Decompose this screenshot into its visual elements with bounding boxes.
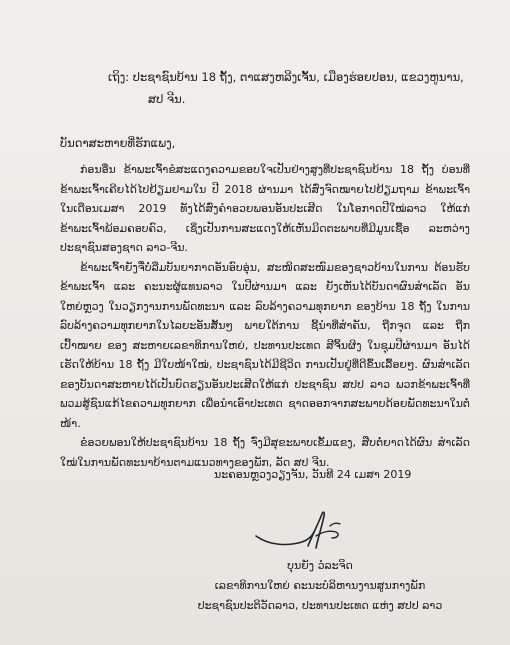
signer-title-line-1: ເລຂາທິການໃຫຍ່ ຄະນະບໍລິຫານງານສູນກາງພັກ — [214, 579, 426, 592]
recipient-address — [108, 66, 488, 110]
letter-body — [60, 160, 470, 472]
signer-title-line-2: ປະຊາຊົນປະຕິວັດລາວ, ປະທານປະເທດ ແຫ່ງ ສປປ ລາວ — [197, 599, 443, 612]
handwritten-signature — [252, 506, 352, 554]
address-line-2: ສປ ຈີນ. — [148, 92, 186, 106]
salutation: ບັນດາສະຫາຍທີ່ຮັກແພງ, — [60, 136, 176, 150]
date-line: ນະຄອນຫຼວງວຽງຈັນ, ວັນທີ 24 ເມສາ 2019 — [214, 468, 412, 481]
address-line-1: ເຖິງ: ປະຊາຊົນບ້ານ 18 ຖັ້ງ, ຕາແສງຫລີງເຈັ້ນ, ເມືອງຮ່ອຍປອນ, ແຂວງຫູນານ, — [108, 70, 464, 84]
paragraph-1: ກ່ອນອື່ນ ຂ້າພະເຈົ້າຂໍສະແດງຄວາມຂອບໃຈເປັນຢ່າງສູງທີ່ປະຊາຊົນບ້ານ 18 ຖັ້ງ ບ່ອນທີ່ຂ້າພະເຈົ້າເຄີຍໄດ້ໄປຢ້ຽມຢາມໃນ ປີ 2018 ຜ່ານມາ ໄດ້ສົ່ງຈົດໝາຍໄປຢ້ຽມຖາມ ຂ້າພະເຈົ້າໃນເດືອນເມສາ 2019 ທັງໄດ້ສົ່ງຄຳອວຍພອນອັນປະເສີດ ໃນໂອກາດປີໃໝ່ລາວ ໃຫ້ແກ່ຂ້າພະເຈົ້າພ້ອມຄອບຄົວ, ເຊິ່ງເປັນການສະແດງໃຫ້ເຫັນມິດຕະພາບທີ່ມີມູນເຊື້ອ ລະຫວ່າງ ປະຊາຊົນສອງຊາດ ລາວ-ຈີນ. — [60, 163, 470, 254]
paragraph-2: ຂ້າພະເຈົ້າຍັງຈື່ບໍ່ລືມບັນຍາກາດອັນອົບອຸ່ນ, ສະໜິດສະໜົມຂອງຊາວບ້ານໃນການ ຕ້ອນຮັບຂ້າພະເຈົ້າ ແລະ ຄະນະຜູ້ແທນລາວ ໃນປີຜ່ານມາ ແລະ ຍັງເຫັນໄດ້ບັນດາຜົນສຳເລັດ ອັນໃຫຍ່ຫຼວງ ໃນວຽກງານການພັດທະນາ ແລະ ລົບລ້າງຄວາມທຸກຍາກ ຂອງບ້ານ 18 ຖັ້ງ ໃນການລົບລ້າງຄວາມທຸກຍາກໃນໄລຍະອັນສັ້ນໆ ພາຍໃຕ້ການ ຊີ້ນຳທີ່ສຳຄັນ, ຖືກຈຸດ ແລະ ຖືກເປົ້າໝາຍ ຂອງ ສະຫາຍເລຂາທິການໃຫຍ່, ປະທານປະເທດ ສີຈິ້ນຜິງ ໃນຊຸມປີຜ່ານມາ ອັນໄດ້ເຮັດໃຫ້ບ້ານ 18 ຖັ້ງ ມີໃບໜ້າໃໝ່, ປະຊາຊົນໄດ້ມີຊີວິດ ການເປັນຢູ່ທີ່ດີຂຶ້ນເລື້ອຍໆ. ຜົນສຳເລັດຂອງບັນດາສະຫາຍໄດ້ເປັນບົດຮຽນອັນປະເສີດໃຫ້ແກ່ ປະຊາຊົນ ສປປ ລາວ ພວກຂ້າພະເຈົ້າທີ່ພວມສູ້ຊົນແກ້ໄຂຄວາມທຸກຍາກ ເພື່ອນຳເອົາປະເທດ ຊາດອອກຈາກສະພາບດ້ອຍພັດທະນາໃນຕໍ່ໜ້າ. — [60, 260, 470, 430]
signer-name: ບຸນຍັງ ວໍລະຈິດ — [287, 559, 353, 572]
signature-block — [170, 556, 470, 616]
paragraph-3: ຂໍອວຍພອນໃຫ້ປະຊາຊົນບ້ານ 18 ຖັ້ງ ຈົ່ງມີສຸຂະພາບເຂັ້ມແຂງ, ສືບຕໍ່ຍາດໄດ້ຜົນ ສຳເລັດ ໃໝ່ໃນການພັດທະນາບ້ານຕາມແນວທາງຂອງພັກ, ລັດ ສປ ຈີນ. — [60, 436, 470, 469]
